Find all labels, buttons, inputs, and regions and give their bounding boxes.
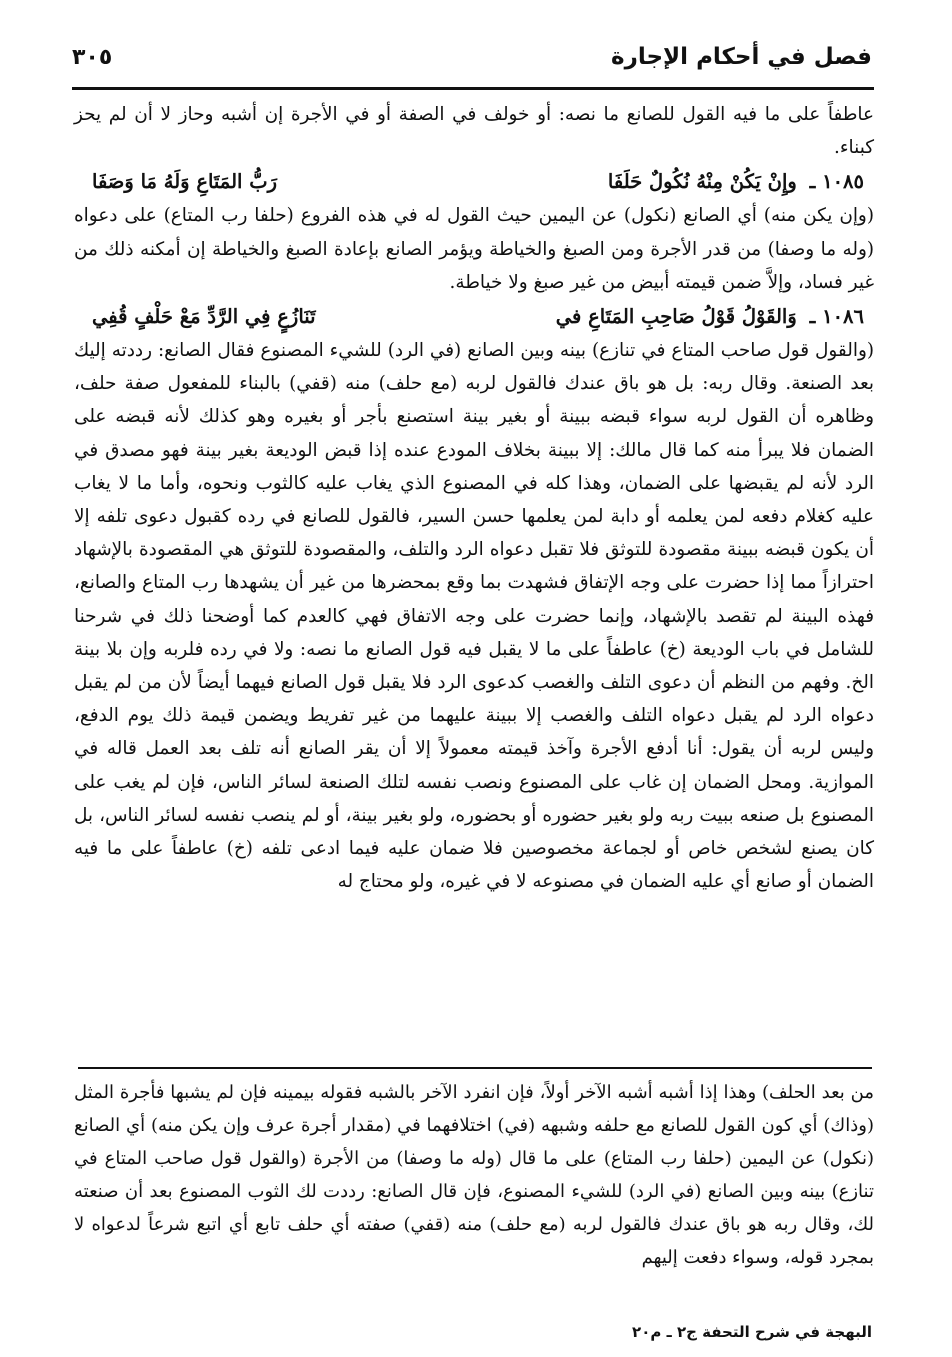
verse-1086 bbox=[74, 299, 874, 334]
chapter-title: فصل في أحكام الإجارة bbox=[611, 44, 872, 70]
header-divider bbox=[72, 87, 874, 90]
footnotes bbox=[74, 1076, 874, 1274]
verse-1086-hemistich-1: وَالقَوْلُ قَوْلُ صَاحِبِ المَتَاعِ في bbox=[555, 305, 797, 329]
page-number: ٣٠٥ bbox=[72, 44, 113, 70]
verse-1085-number: ١٠٨٥ ـ bbox=[809, 170, 864, 194]
verse-1085-first-half bbox=[608, 164, 864, 199]
verse-1086-hemistich-2: تَنَازُعٍ فِي الرَّدِّ مَعْ حَلْفٍ قُفِي bbox=[92, 305, 316, 329]
footnote-divider bbox=[78, 1067, 872, 1069]
footnote-text: من بعد الحلف) وهذا إذا أشبه أشبه الآخر أولاً، فإن انفرد الآخر بالشبه فقوله بيمينه فإن لم يشبها فأجرة المثل (وذاك) أي كون القول للصانع مع حلفه وشبهه (في) اختلافهما في (مقدار أجرة عرف وإن يكن منه) أي الصانع (نكول) عن اليمين (حلفا رب المتاع) على ما قال (وله ما وصفا) من الأجرة (والقول قول صاحب المتاع في تنازع) بينه وبين الصانع (في الرد) للشيء المصنوع، فإن قال الصانع: رددت لك الثوب المصنوع بعد أن صنعته لك، وقال ربه هو باق عندك فالقول لربه (مع حلف) منه (قفي) صفته أي حلف تابع أي اتبع شرعاً لدعواه لا بمجرد قوله، وسواء دفعت إليهم bbox=[74, 1082, 874, 1268]
page-footer: البهجة في شرح التحفة ج٢ ـ م٢٠ bbox=[632, 1323, 872, 1341]
commentary-1086: (والقول قول صاحب المتاع في تنازع) بينه وبين الصانع (في الرد) للشيء المصنوع فقال الصانع: رددته إليك بعد الصنعة. وقال ربه: بل هو باق عندك فالقول لربه (مع حلف) منه (قفي) بالبناء للمفعول صفة حلف، وظاهره أن القول لربه سواء قبضه ببينة أو بغير بينة استصنع بأجر أو بغيره وهو كذلك لأنه قبضه على الضمان فلا يبرأ منه كما قال مالك: إلا ببينة بخلاف المودع عنده إذا قبض الوديعة بغير بينة فهو مصدق في الرد لأنه لم يقبضها على الضمان، وهذا كله في المصنوع الذي يغاب عليه كالثوب ونحوه، وأما ما لا يغاب عليه كغلام دفعه لمن يعلمه أو دابة لمن يعلمها حسن السير، فالقول للصانع في رده كقبول دعوى تلفه إلا أن يكون قبضه ببينة مقصودة للتوثق فلا تقبل دعواه الرد والتلف، والمقصودة للتوثق هي المقصودة بالإشهاد احترازاً مما إذا حضرت على وجه الإتفاق فشهدت بما وقع بمحضرها من غير أن يشهدها رب المتاع والصانع، فهذه البينة لم تقصد بالإشهاد، وإنما حضرت على وجه الاتفاق فهي كالعدم كما أوضحنا ذلك في شرحنا للشامل في باب الوديعة (خ) عاطفاً على ما لا يقبل فيه قول الصانع ما نصه: ولا في رده فلربه وإن بلا بينة الخ. وفهم من النظم أن دعوى التلف والغصب كدعوى الرد فلا يقبل قول الصانع فيهما أيضاً لأن من لم يقبل دعواه الرد لم يقبل دعواه التلف والغصب إلا ببينة عليهما من غير تفريط ويضمن قيمة ذلك يوم الدفع، وليس لربه أن يقول: أنا أدفع الأجرة وآخذ قيمته معمولاً إلا أن يقر الصانع أنه تلف بعد العمل قاله في الموازية. ومحل الضمان إن غاب على المصنوع ونصب نفسه لتلك الصنعة لسائر الناس، فإن لم يغب على المصنوع بل صنعه ببيت ربه ولو بغير حضوره أو بحضوره، ولو بغير بينة، أو لم ينصب نفسه لسائر الناس، بل كان يصنع لشخص خاص أو لجماعة مخصوصين فلا ضمان عليه فيما ادعى تلفه (خ) عاطفاً على ما فيه الضمان أو صانع أي عليه الضمان في مصنوعه لا في غيره، ولو محتاج له bbox=[74, 340, 874, 893]
verse-1085 bbox=[74, 164, 874, 199]
intro-paragraph: عاطفاً على ما فيه القول للصانع ما نصه: أو خولف في الصفة أو في الأجرة إن أشبه وحاز لا أن لم يحز كبناء. bbox=[74, 104, 874, 159]
page-header bbox=[72, 34, 872, 80]
verse-1086-first-half bbox=[556, 299, 864, 334]
commentary-1085: (وإن يكن منه) أي الصانع (نكول) عن اليمين حيث القول له في هذه الفروع (حلفا رب المتاع) على دعواه (وله ما وصفا) من قدر الأجرة ومن الصبغ والخياطة ويؤمر الصانع بإعادة الصبغ والخياطة إن أمكنه ذلك من غير فساد، وإلاَّ ضمن قيمته أبيض من غير صبغ ولا خياطة. bbox=[74, 205, 874, 293]
verse-1085-hemistich-2: رَبُّ المَتَاعِ وَلَهُ مَا وَصَفَا bbox=[92, 170, 278, 194]
verse-1085-hemistich-1: وإِنْ يَكُنْ مِنْهُ نُكُولٌ حَلَفَا bbox=[607, 170, 797, 194]
verse-1086-number: ١٠٨٦ ـ bbox=[809, 305, 864, 329]
main-text bbox=[74, 98, 874, 898]
